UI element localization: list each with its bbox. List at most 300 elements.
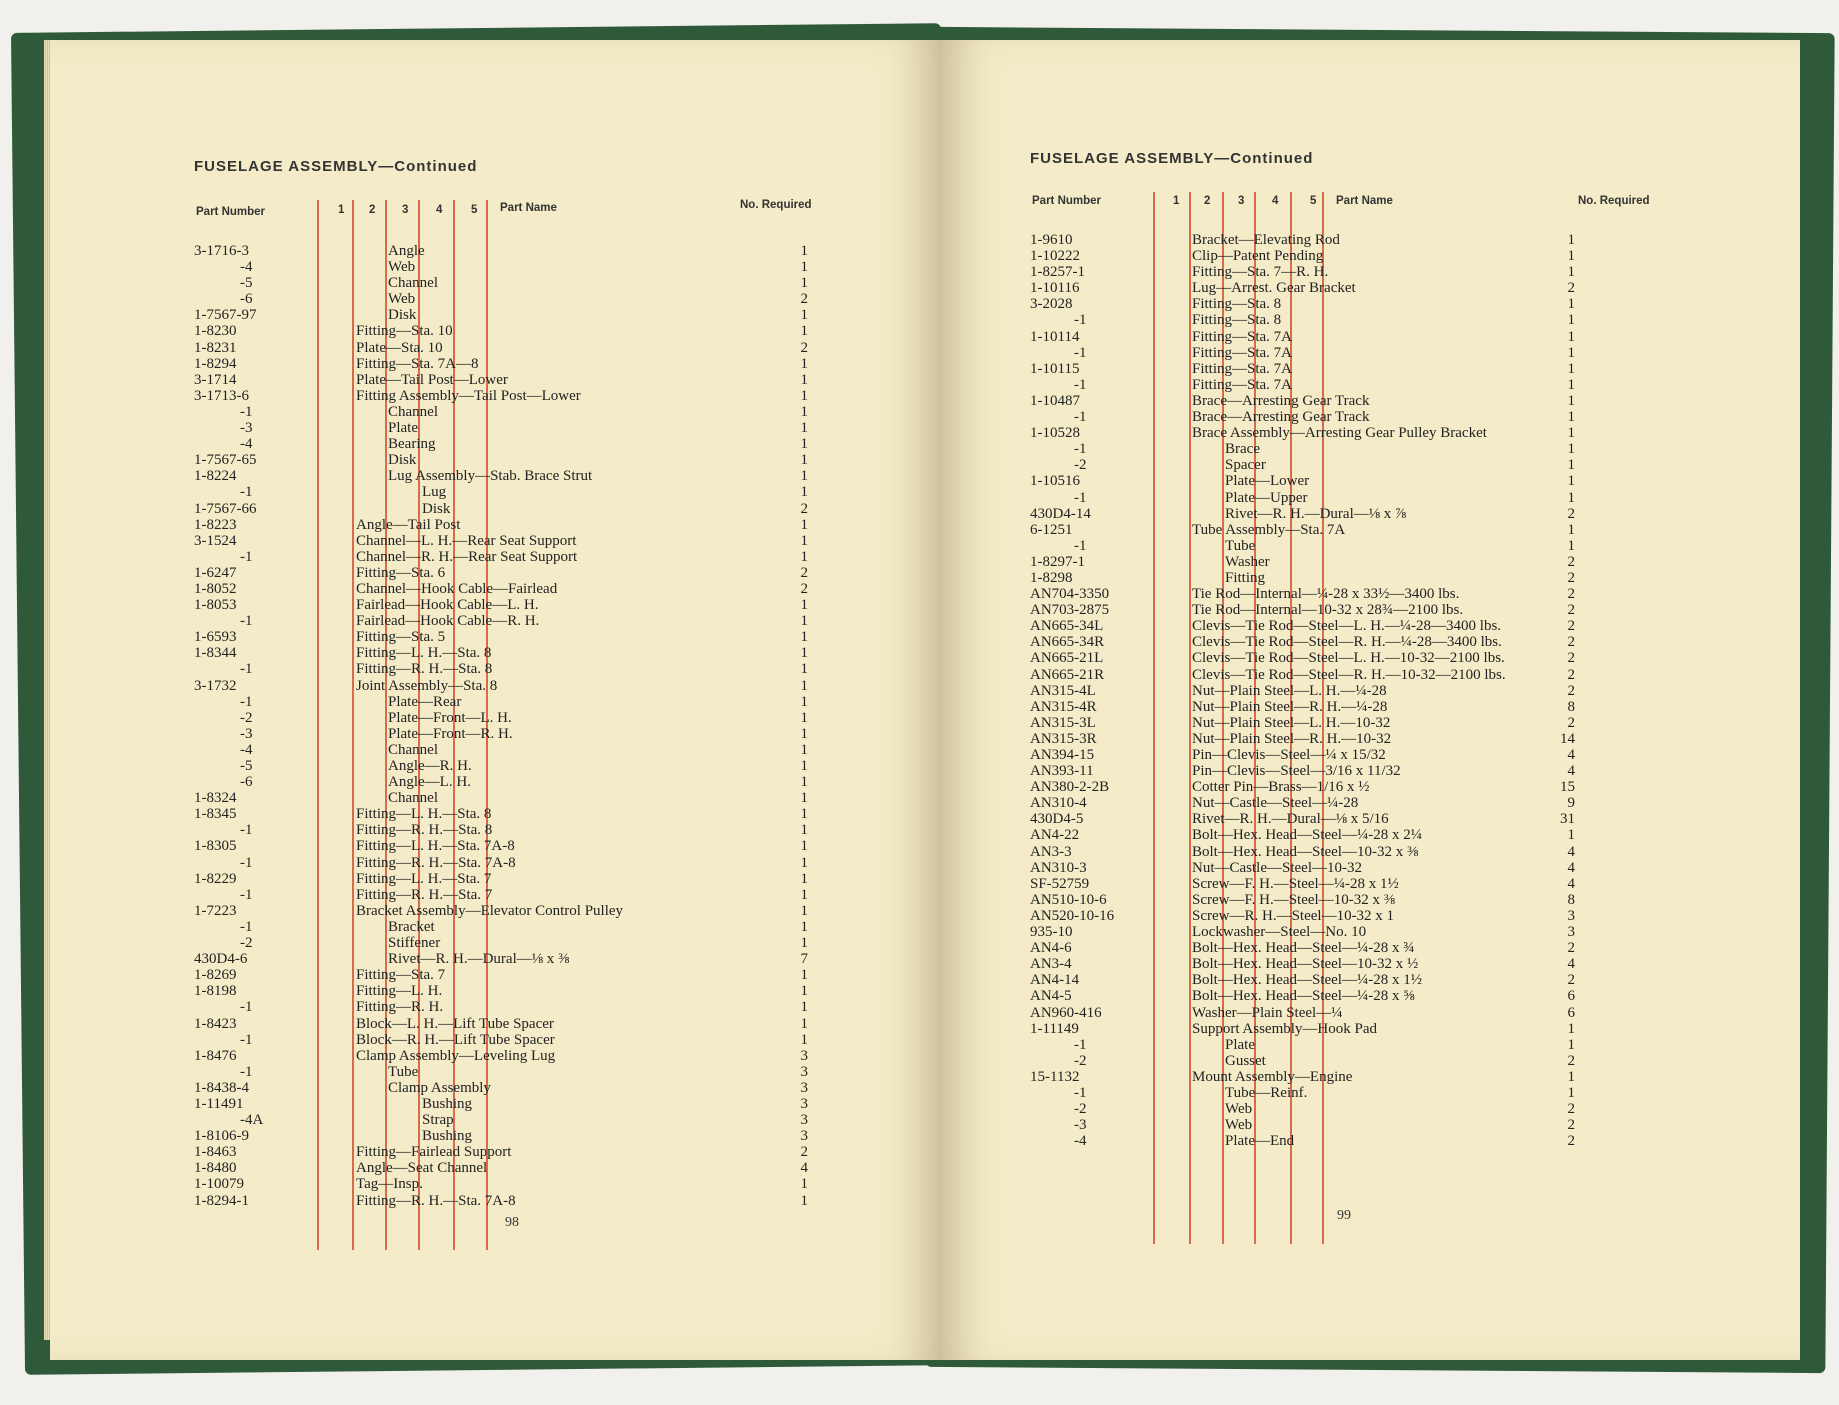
part-name: Clevis—Tie Rod—Steel—R. H.—¼-28—3400 lbs. (1192, 634, 1502, 651)
part-number: -1 (1074, 344, 1087, 361)
part-number: AN665-21L (1030, 650, 1104, 667)
column-header-part-number: Part Number (196, 206, 266, 218)
quantity-required: 1 (800, 822, 808, 839)
part-number: -4A (240, 1112, 264, 1129)
part-name: Fitting—L. H. (356, 983, 443, 1000)
part-name: Clamp Assembly—Leveling Lug (356, 1047, 556, 1064)
table-row (940, 876, 1800, 892)
table-row (50, 758, 940, 774)
part-name: Washer (1225, 553, 1270, 570)
part-name: Brace Assembly—Arresting Gear Pulley Bracket (1192, 425, 1487, 442)
table-row (940, 618, 1800, 634)
part-name: Plate—Front—L. H. (388, 709, 512, 726)
table-row (50, 822, 940, 838)
table-row (940, 715, 1800, 731)
page-heading: FUSELAGE ASSEMBLY—Continued (1030, 150, 1314, 167)
part-name: Fitting—L. H.—Sta. 8 (356, 806, 492, 823)
part-name: Strap (422, 1112, 454, 1129)
quantity-required: 1 (800, 259, 808, 276)
quantity-required: 2 (1567, 714, 1575, 731)
part-number: AN310-3 (1030, 859, 1087, 876)
part-name: Bearing (388, 436, 436, 453)
quantity-required: 1 (1567, 296, 1575, 313)
quantity-required: 1 (1567, 248, 1575, 265)
quantity-required: 2 (1567, 569, 1575, 586)
part-name: Fitting—R. H.—Sta. 8 (356, 822, 493, 839)
quantity-required: 1 (1567, 360, 1575, 377)
part-name: Fitting—Sta. 7A (1192, 344, 1293, 361)
table-row (50, 1128, 940, 1144)
part-name: Washer—Plain Steel—¼ (1192, 1004, 1343, 1021)
table-row (50, 645, 940, 661)
part-number: 6-1251 (1030, 521, 1073, 538)
part-name: Channel (388, 403, 438, 420)
table-row (50, 742, 940, 758)
part-name: Lug (422, 484, 447, 501)
part-number: -1 (240, 661, 253, 678)
table-row (50, 1080, 940, 1096)
quantity-required: 2 (1567, 1133, 1575, 1150)
table-row (940, 538, 1800, 554)
part-number: 1-10487 (1030, 392, 1080, 409)
part-name: Bracket—Elevating Rod (1192, 232, 1340, 248)
part-number: 1-9610 (1030, 232, 1073, 248)
part-name: Fitting—Fairlead Support (356, 1144, 512, 1161)
quantity-required: 3 (800, 1128, 808, 1145)
part-number: 1-10516 (1030, 473, 1080, 490)
quantity-required: 1 (800, 1031, 808, 1048)
column-header-no-required: No. Required (740, 199, 812, 211)
part-name: Support Assembly—Hook Pad (1192, 1020, 1378, 1037)
quantity-required: 1 (800, 677, 808, 694)
table-row (50, 243, 940, 259)
part-name: Fitting—Sta. 6 (356, 564, 446, 581)
table-row (50, 420, 940, 436)
quantity-required: 2 (800, 291, 808, 308)
part-number: AN394-15 (1030, 747, 1095, 763)
table-row (940, 1005, 1800, 1021)
quantity-required: 3 (800, 1047, 808, 1064)
part-number: AN520-10-16 (1030, 907, 1115, 924)
table-row (50, 1160, 940, 1176)
table-row (50, 790, 940, 806)
part-number: AN3-4 (1030, 956, 1072, 973)
table-row (940, 667, 1800, 683)
quantity-required: 1 (1567, 1084, 1575, 1101)
column-header-4: 4 (1272, 195, 1279, 207)
part-number: -1 (1074, 1036, 1087, 1053)
table-row (940, 296, 1800, 312)
quantity-required: 2 (800, 339, 808, 356)
quantity-required: 1 (800, 516, 808, 533)
part-name: Plate (1225, 1036, 1255, 1053)
quantity-required: 4 (1567, 747, 1575, 763)
table-row (50, 855, 940, 871)
part-number: AN704-3350 (1030, 586, 1110, 603)
part-name: Tube (388, 1063, 419, 1080)
part-number: -5 (240, 275, 253, 292)
part-name: Fitting Assembly—Tail Post—Lower (356, 387, 581, 404)
quantity-required: 1 (1567, 537, 1575, 554)
column-header-5: 5 (471, 204, 478, 216)
quantity-required: 2 (800, 564, 808, 581)
part-number: -1 (240, 403, 253, 420)
part-number: 1-8224 (194, 468, 237, 485)
quantity-required: 1 (1567, 312, 1575, 329)
part-number: 1-8345 (194, 806, 237, 823)
part-number: -1 (240, 484, 253, 501)
part-name: Bushing (422, 1095, 473, 1112)
quantity-required: 1 (800, 1176, 808, 1193)
quantity-required: 2 (1567, 650, 1575, 667)
part-name: Bolt—Hex. Head—Steel—¼-28 x ¾ (1192, 940, 1415, 957)
part-name: Fitting—Sta. 7A—8 (356, 355, 479, 372)
quantity-required: 1 (1567, 1020, 1575, 1037)
quantity-required: 1 (800, 597, 808, 614)
part-number: 1-10079 (194, 1176, 244, 1193)
part-number: 935-10 (1030, 924, 1073, 941)
part-name: Fitting—Sta. 5 (356, 629, 446, 646)
part-name: Fitting—L. H.—Sta. 8 (356, 645, 492, 662)
table-row (940, 924, 1800, 940)
part-number: -1 (240, 999, 253, 1016)
quantity-required: 1 (800, 902, 808, 919)
table-row (940, 731, 1800, 747)
column-header-1: 1 (1173, 195, 1180, 207)
part-number: 1-10528 (1030, 425, 1080, 442)
quantity-required: 6 (1567, 1004, 1575, 1021)
part-name: Rivet—R. H.—Dural—⅛ x 5/16 (1192, 811, 1389, 828)
quantity-required: 3 (1567, 924, 1575, 941)
table-row (940, 699, 1800, 715)
table-row (940, 473, 1800, 489)
parts-list-right (940, 232, 1800, 1149)
table-row (940, 683, 1800, 699)
part-number: 1-8230 (194, 323, 237, 340)
table-row (940, 844, 1800, 860)
table-row (50, 951, 940, 967)
part-number: -1 (240, 854, 253, 871)
table-row (940, 441, 1800, 457)
quantity-required: 2 (1567, 505, 1575, 522)
part-number: 1-6247 (194, 564, 237, 581)
column-header-part-name: Part Name (1336, 195, 1393, 207)
part-name: Fitting (1225, 569, 1266, 586)
part-number: -1 (1074, 1084, 1087, 1101)
table-row (50, 887, 940, 903)
quantity-required: 1 (800, 774, 808, 791)
table-row (940, 248, 1800, 264)
part-number: 3-1713-6 (194, 387, 249, 404)
part-number: -4 (1074, 1133, 1087, 1150)
table-row (50, 710, 940, 726)
part-name: Bolt—Hex. Head—Steel—¼-28 x ⅝ (1192, 988, 1415, 1005)
table-row (940, 827, 1800, 843)
part-number: -1 (1074, 537, 1087, 554)
part-name: Brace—Arresting Gear Track (1192, 392, 1370, 409)
part-number: 3-1716-3 (194, 243, 249, 259)
part-number: 1-8480 (194, 1160, 237, 1177)
part-number: -2 (1074, 457, 1087, 474)
quantity-required: 1 (800, 693, 808, 710)
part-name: Cotter Pin—Brass—1/16 x ½ (1192, 779, 1370, 796)
table-row (50, 967, 940, 983)
table-row (940, 811, 1800, 827)
part-number: AN510-10-6 (1030, 891, 1107, 908)
table-row (940, 747, 1800, 763)
part-number: 1-6593 (194, 629, 237, 646)
table-row (50, 1193, 940, 1209)
table-row (50, 694, 940, 710)
part-number: -1 (1074, 376, 1087, 393)
part-name: Fitting—Sta. 8 (1192, 296, 1282, 313)
part-number: -1 (240, 1063, 253, 1080)
part-name: Screw—R. H.—Steel—10-32 x 1 (1192, 907, 1395, 924)
part-name: Plate—Tail Post—Lower (356, 371, 508, 388)
quantity-required: 9 (1567, 795, 1575, 812)
quantity-required: 2 (1567, 634, 1575, 651)
table-row (940, 795, 1800, 811)
quantity-required: 1 (800, 484, 808, 501)
part-number: AN315-3R (1030, 730, 1097, 747)
part-number: 3-1524 (194, 532, 237, 549)
table-row (940, 1021, 1800, 1037)
part-name: Plate—Sta. 10 (356, 339, 443, 356)
part-name: Fairlead—Hook Cable—R. H. (356, 613, 540, 630)
quantity-required: 8 (1567, 698, 1575, 715)
quantity-required: 1 (1567, 376, 1575, 393)
part-name: Channel—Hook Cable—Fairlead (356, 580, 558, 597)
part-number: -3 (240, 725, 253, 742)
quantity-required: 4 (1567, 763, 1575, 780)
table-row (940, 779, 1800, 795)
quantity-required: 1 (1567, 392, 1575, 409)
table-row (50, 323, 940, 339)
page-right (940, 40, 1800, 1360)
quantity-required: 1 (800, 403, 808, 420)
part-name: Clamp Assembly (388, 1079, 491, 1096)
quantity-required: 15 (1560, 779, 1575, 796)
part-name: Tube Assembly—Sta. 7A (1192, 521, 1346, 538)
part-name: Fitting—L. H.—Sta. 7 (356, 870, 492, 887)
part-name: Nut—Plain Steel—L. H.—¼-28 (1192, 682, 1387, 699)
table-row (50, 565, 940, 581)
part-number: SF-52759 (1030, 875, 1090, 892)
part-number: -3 (240, 420, 253, 437)
part-name: Clevis—Tie Rod—Steel—L. H.—¼-28—3400 lbs. (1192, 618, 1502, 635)
part-number: -4 (240, 259, 253, 276)
table-row (940, 1085, 1800, 1101)
table-row (50, 661, 940, 677)
table-row (50, 1144, 940, 1160)
part-number: -2 (240, 709, 253, 726)
quantity-required: 1 (1567, 827, 1575, 844)
part-number: AN703-2875 (1030, 602, 1110, 619)
part-number: -1 (1074, 312, 1087, 329)
table-row (940, 393, 1800, 409)
part-name: Block—L. H.—Lift Tube Spacer (356, 1015, 554, 1032)
part-number: -6 (240, 774, 253, 791)
quantity-required: 1 (800, 371, 808, 388)
table-row (50, 726, 940, 742)
part-name: Clevis—Tie Rod—Steel—L. H.—10-32—2100 lbs. (1192, 650, 1505, 667)
quantity-required: 4 (1567, 956, 1575, 973)
table-row (50, 436, 940, 452)
table-row (50, 1176, 940, 1192)
quantity-required: 1 (800, 420, 808, 437)
table-row (50, 983, 940, 999)
part-number: AN665-21R (1030, 666, 1105, 683)
part-number: -2 (240, 935, 253, 952)
part-name: Pin—Clevis—Steel—¼ x 15/32 (1192, 747, 1386, 763)
part-number: AN665-34L (1030, 618, 1104, 635)
part-name: Nut—Plain Steel—L. H.—10-32 (1192, 714, 1391, 731)
table-row (50, 533, 940, 549)
table-row (940, 1069, 1800, 1085)
part-number: 1-8344 (194, 645, 237, 662)
quantity-required: 2 (1567, 972, 1575, 989)
table-row (50, 1064, 940, 1080)
quantity-required: 1 (800, 967, 808, 984)
quantity-required: 4 (1567, 843, 1575, 860)
part-number: AN665-34R (1030, 634, 1105, 651)
part-name: Gusset (1225, 1052, 1266, 1069)
table-row (940, 988, 1800, 1004)
part-number: -4 (240, 741, 253, 758)
quantity-required: 2 (1567, 1101, 1575, 1118)
table-row (940, 232, 1800, 248)
quantity-required: 1 (800, 918, 808, 935)
table-row (940, 1117, 1800, 1133)
part-name: Web (388, 259, 416, 276)
part-number: -2 (1074, 1101, 1087, 1118)
part-name: Lug Assembly—Stab. Brace Strut (388, 468, 593, 485)
table-row (940, 554, 1800, 570)
part-number: -3 (1074, 1117, 1087, 1134)
quantity-required: 1 (800, 436, 808, 453)
part-number: 1-8297-1 (1030, 553, 1085, 570)
part-name: Channel (388, 790, 438, 807)
part-name: Disk (422, 500, 451, 517)
part-name: Channel (388, 275, 438, 292)
part-number: 15-1132 (1030, 1068, 1080, 1085)
page-number: 99 (1337, 1208, 1351, 1223)
part-name: Spacer (1225, 457, 1266, 474)
part-name: Fitting—Sta. 7 (356, 967, 446, 984)
part-name: Angle—R. H. (388, 758, 472, 774)
part-name: Channel (388, 741, 438, 758)
part-name: Fitting—Sta. 7A (1192, 328, 1293, 345)
quantity-required: 1 (1567, 1036, 1575, 1053)
part-number: AN310-4 (1030, 795, 1087, 812)
table-row (940, 956, 1800, 972)
part-name: Fitting—Sta. 7—R. H. (1192, 264, 1329, 281)
part-number: 1-8223 (194, 516, 237, 533)
quantity-required: 1 (1567, 441, 1575, 458)
quantity-required: 1 (1567, 521, 1575, 538)
column-header-2: 2 (1204, 195, 1211, 207)
part-name: Plate—Front—R. H. (388, 725, 513, 742)
table-row (50, 581, 940, 597)
table-row (50, 838, 940, 854)
part-number: 3-2028 (1030, 296, 1073, 313)
table-row (940, 860, 1800, 876)
table-row (50, 501, 940, 517)
table-row (50, 372, 940, 388)
quantity-required: 2 (1567, 553, 1575, 570)
quantity-required: 2 (1567, 666, 1575, 683)
part-number: 430D4-5 (1030, 811, 1084, 828)
part-name: Tube—Reinf. (1225, 1084, 1308, 1101)
quantity-required: 1 (800, 838, 808, 855)
quantity-required: 1 (1567, 328, 1575, 345)
part-number: 3-1714 (194, 371, 237, 388)
part-number: 1-11491 (194, 1095, 244, 1112)
part-name: Rivet—R. H.—Dural—⅛ x ⅜ (388, 951, 570, 968)
part-number: AN315-4R (1030, 698, 1097, 715)
part-name: Nut—Castle—Steel—¼-28 (1192, 795, 1359, 812)
part-number: 1-8294 (194, 355, 237, 372)
table-row (50, 404, 940, 420)
table-row (50, 549, 940, 565)
part-number: -5 (240, 758, 253, 774)
part-number: 1-8053 (194, 597, 237, 614)
quantity-required: 1 (800, 854, 808, 871)
part-number: AN380-2-2B (1030, 779, 1110, 796)
part-number: 1-10116 (1030, 280, 1080, 297)
part-name: Nut—Plain Steel—R. H.—10-32 (1192, 730, 1392, 747)
part-number: 1-8106-9 (194, 1128, 249, 1145)
quantity-required: 4 (1567, 859, 1575, 876)
column-header-4: 4 (436, 204, 443, 216)
quantity-required: 3 (800, 1079, 808, 1096)
part-number: 1-7567-66 (194, 500, 257, 517)
table-row (940, 634, 1800, 650)
part-number: -1 (1074, 489, 1087, 506)
quantity-required: 2 (1567, 1052, 1575, 1069)
part-number: -1 (1074, 409, 1087, 426)
part-number: -1 (240, 918, 253, 935)
quantity-required: 2 (800, 1144, 808, 1161)
quantity-required: 1 (800, 1192, 808, 1209)
page-left (50, 40, 940, 1360)
quantity-required: 1 (800, 935, 808, 952)
table-row (940, 377, 1800, 393)
part-number: AN4-6 (1030, 940, 1072, 957)
table-row (50, 259, 940, 275)
part-number: -1 (240, 822, 253, 839)
part-number: 1-8438-4 (194, 1079, 249, 1096)
quantity-required: 3 (800, 1063, 808, 1080)
column-header-2: 2 (369, 204, 376, 216)
column-header-1: 1 (338, 204, 345, 216)
quantity-required: 4 (1567, 875, 1575, 892)
part-name: Joint Assembly—Sta. 8 (356, 677, 498, 694)
table-row (940, 312, 1800, 328)
part-name: Fitting—R. H.—Sta. 7 (356, 886, 493, 903)
part-name: Nut—Castle—Steel—10-32 (1192, 859, 1362, 876)
table-row (940, 570, 1800, 586)
table-row (940, 940, 1800, 956)
quantity-required: 1 (800, 709, 808, 726)
table-row (50, 1016, 940, 1032)
part-name: Pin—Clevis—Steel—3/16 x 11/32 (1192, 763, 1401, 780)
table-row (940, 409, 1800, 425)
part-name: Lug—Arrest. Gear Bracket (1192, 280, 1356, 297)
part-name: Bushing (422, 1128, 473, 1145)
part-name: Screw—F. H.—Steel—¼-28 x 1½ (1192, 875, 1399, 892)
table-row (50, 597, 940, 613)
